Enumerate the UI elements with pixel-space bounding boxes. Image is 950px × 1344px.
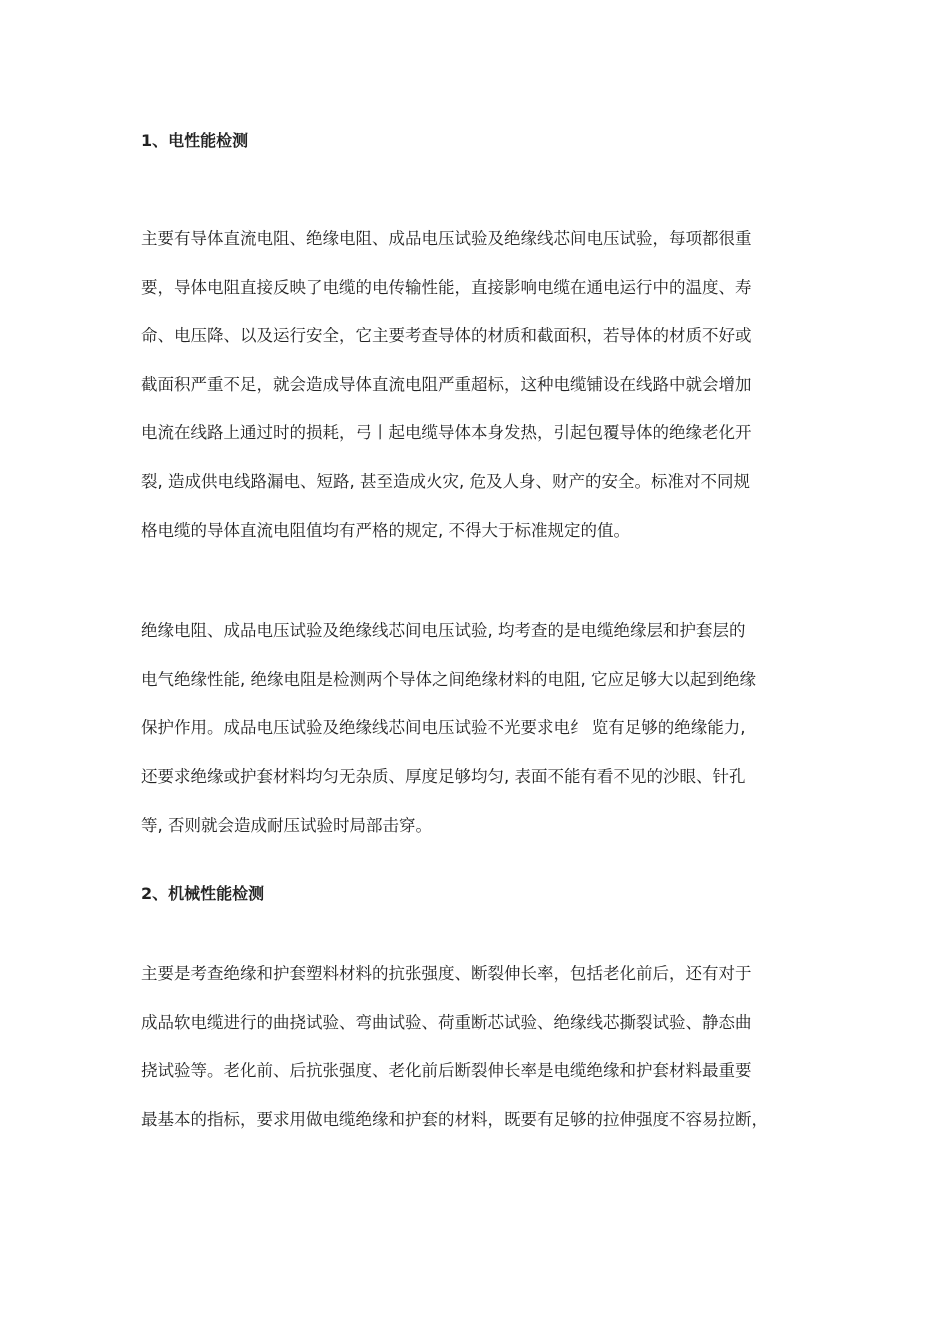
- text-line: 主要是考查绝缘和护套塑料材料的抗张强度、断裂伸长率，包括老化前后，还有对于: [141, 964, 752, 984]
- document-page: [141, 124, 813, 1145]
- text-line: 命、电压降、以及运行安全，它主要考查导体的材质和截面积，若导体的材质不好或: [141, 326, 752, 346]
- text-line: 截面积严重不足，就会造成导体直流电阻严重超标，这种电缆铺设在线路中就会增加: [141, 374, 752, 394]
- text-line: 保护作用。成品电压试验及绝缘线芯间电压试验不光要求电纟 览有足够的绝缘能力,: [141, 718, 746, 738]
- text-line: 电气绝缘性能, 绝缘电阻是检测两个导体之间绝缘材料的电阻, 它应足够大以起到绝缘: [141, 669, 756, 689]
- text-line: 要，导体电阻直接反映了电缆的电传输性能，直接影响电缆在通电运行中的温度、寿: [141, 277, 752, 297]
- paragraph-insulation: [141, 607, 813, 850]
- text-line: 挠试验等。老化前、后抗张强度、老化前后断裂伸长率是电缆绝缘和护套材料最重要: [141, 1061, 752, 1081]
- text-line: 还要求绝缘或护套材料均匀无杂质、厚度足够均匀, 表面不能有看不见的沙眼、针孔: [141, 766, 746, 786]
- text-line: 等, 否则就会造成耐压试验时局部击穿。: [141, 815, 432, 835]
- section-heading-electrical: 1、电性能检测: [141, 131, 249, 150]
- text-line: 电流在线路上通过时的损耗，弓丨起电缆导体本身发热，引起包覆导体的绝缘老化开: [141, 423, 752, 443]
- text-line: 裂, 造成供电线路漏电、短路, 甚至造成火灾, 危及人身、财产的安全。标准对不同规: [141, 471, 750, 491]
- text-line: 最基本的指标，要求用做电缆绝缘和护套的材料，既要有足够的拉伸强度不容易拉断，: [141, 1109, 768, 1129]
- section-heading-mechanical: 2、机械性能检测: [141, 884, 265, 904]
- paragraph-mechanical: [141, 950, 813, 1144]
- text-line: 成品软电缆进行的曲挠试验、弯曲试验、荷重断芯试验、绝缘线芯撕裂试验、静态曲: [141, 1012, 752, 1032]
- text-line: 格电缆的导体直流电阻值均有严格的规定, 不得大于标准规定的值。: [141, 520, 630, 540]
- text-line: 绝缘电阻、成品电压试验及绝缘线芯间电压试验, 均考查的是电缆绝缘层和护套层的: [141, 621, 746, 641]
- paragraph-conductor-resistance: [141, 215, 813, 555]
- text-line: 主要有导体直流电阻、绝缘电阻、成品电压试验及绝缘线芯间电压试验，每项都很重: [141, 229, 752, 248]
